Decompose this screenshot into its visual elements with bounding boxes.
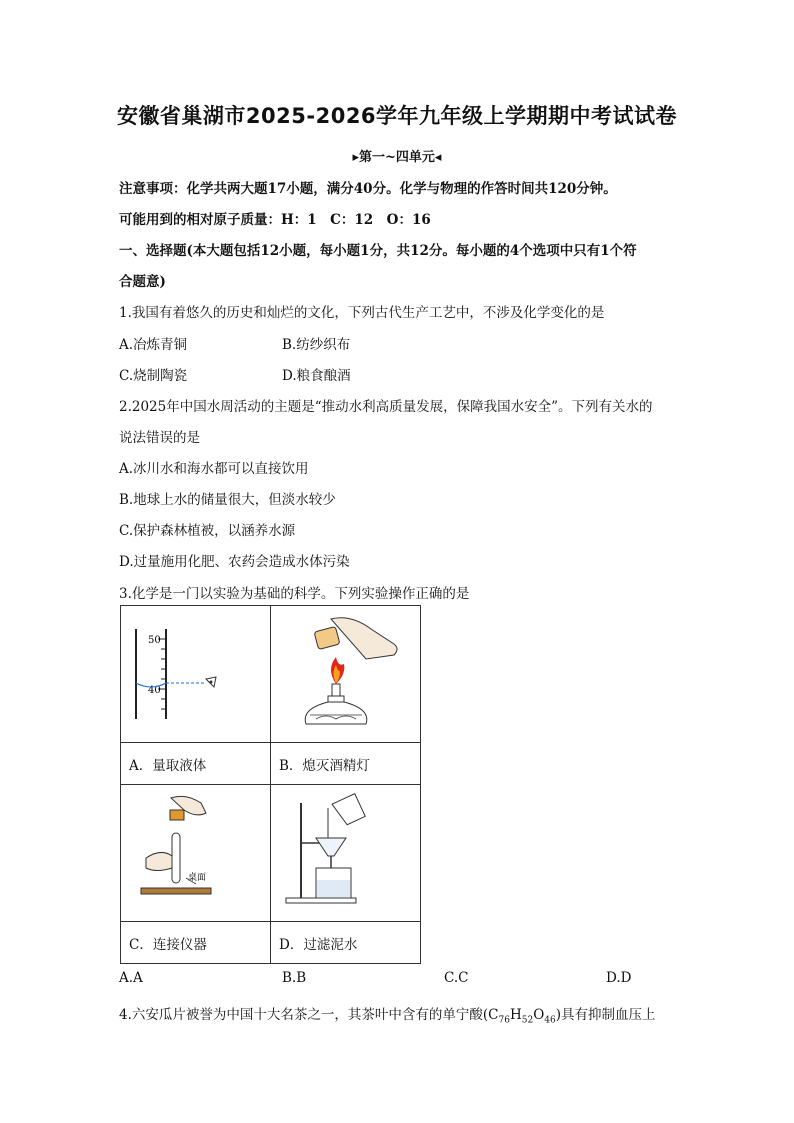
desk-label: 桌面 <box>187 873 206 883</box>
figure-a-cell <box>121 606 271 743</box>
alcohol-lamp-icon <box>276 609 416 739</box>
q2-option-a: A.冰川水和海水都可以直接饮用 <box>119 461 309 477</box>
q2-stem-cont: 说法错误的是 <box>119 430 200 446</box>
section1-heading-cont: 合题意) <box>119 274 166 290</box>
q4-stem-post: )具有抑制血压上 <box>555 1007 656 1023</box>
formula-o: O <box>533 1007 545 1023</box>
section1-heading: 一、选择题(本大题包括12小题，每小题1分，共12分。每小题的4个选项中只有1个符 <box>119 243 637 259</box>
filtration-apparatus-icon <box>276 788 416 918</box>
q3-option-b: B.B <box>282 970 307 986</box>
q4-stem-pre: 4.六安瓜片被誉为中国十大名茶之一，其茶叶中含有的单宁酸( <box>119 1007 489 1023</box>
formula-c-sub: 76 <box>498 1015 510 1026</box>
q1-stem: 1.我国有着悠久的历史和灿烂的文化，下列古代生产工艺中，不涉及化学变化的是 <box>119 305 605 321</box>
q1-option-b: B.纺纱织布 <box>282 337 351 353</box>
unit-subtitle: ▸第一~四单元◂ <box>352 150 442 165</box>
q3-option-d: D.D <box>606 970 632 986</box>
test-tube-connection-icon <box>126 788 266 918</box>
page-title: 安徽省巢湖市2025-2026学年九年级上学期期中考试试卷 <box>116 104 678 128</box>
q2-option-b: B.地球上水的储量很大，但淡水较少 <box>119 492 336 508</box>
notice-text: 注意事项：化学共两大题17小题，满分40分。化学与物理的作答时间共120分钟。 <box>119 181 617 197</box>
figure-d-cell <box>271 785 421 922</box>
q2-option-d: D.过量施用化肥、农药会造成水体污染 <box>119 554 350 570</box>
formula-h: H <box>509 1007 522 1023</box>
formula-o-sub: 46 <box>544 1015 556 1026</box>
q3-figure-table <box>120 605 421 964</box>
formula-h-sub: 52 <box>521 1015 534 1026</box>
figure-b-cell <box>271 606 421 743</box>
q3-stem: 3.化学是一门以实验为基础的科学。下列实验操作正确的是 <box>119 586 470 602</box>
atomic-mass-text: 可能用到的相对原子质量：H：1 C：12 O：16 <box>119 212 431 228</box>
q1-option-d: D.粮食酿酒 <box>282 368 351 384</box>
q4-stem <box>119 1003 656 1026</box>
q3-option-a: A.A <box>119 970 143 986</box>
q1-option-a: A.冶炼青铜 <box>119 337 188 353</box>
caption-c: C．连接仪器 <box>121 922 271 964</box>
scale-40-label: 40 <box>147 685 161 696</box>
q2-stem: 2.2025年中国水周活动的主题是“推动水利高质量发展，保障我国水安全”。下列有关水的 <box>119 399 653 415</box>
scale-50-label: 50 <box>147 635 161 646</box>
q2-option-c: C.保护森林植被，以涵养水源 <box>119 523 296 539</box>
q1-option-c: C.烧制陶瓷 <box>119 368 188 384</box>
formula-c: C <box>488 1007 499 1023</box>
caption-d: D．过滤泥水 <box>271 922 421 964</box>
figure-c-cell <box>121 785 271 922</box>
q3-option-c: C.C <box>444 970 469 986</box>
graduated-cylinder-icon <box>126 609 266 739</box>
caption-b: B．熄灭酒精灯 <box>271 743 421 785</box>
caption-a: A．量取液体 <box>121 743 271 785</box>
